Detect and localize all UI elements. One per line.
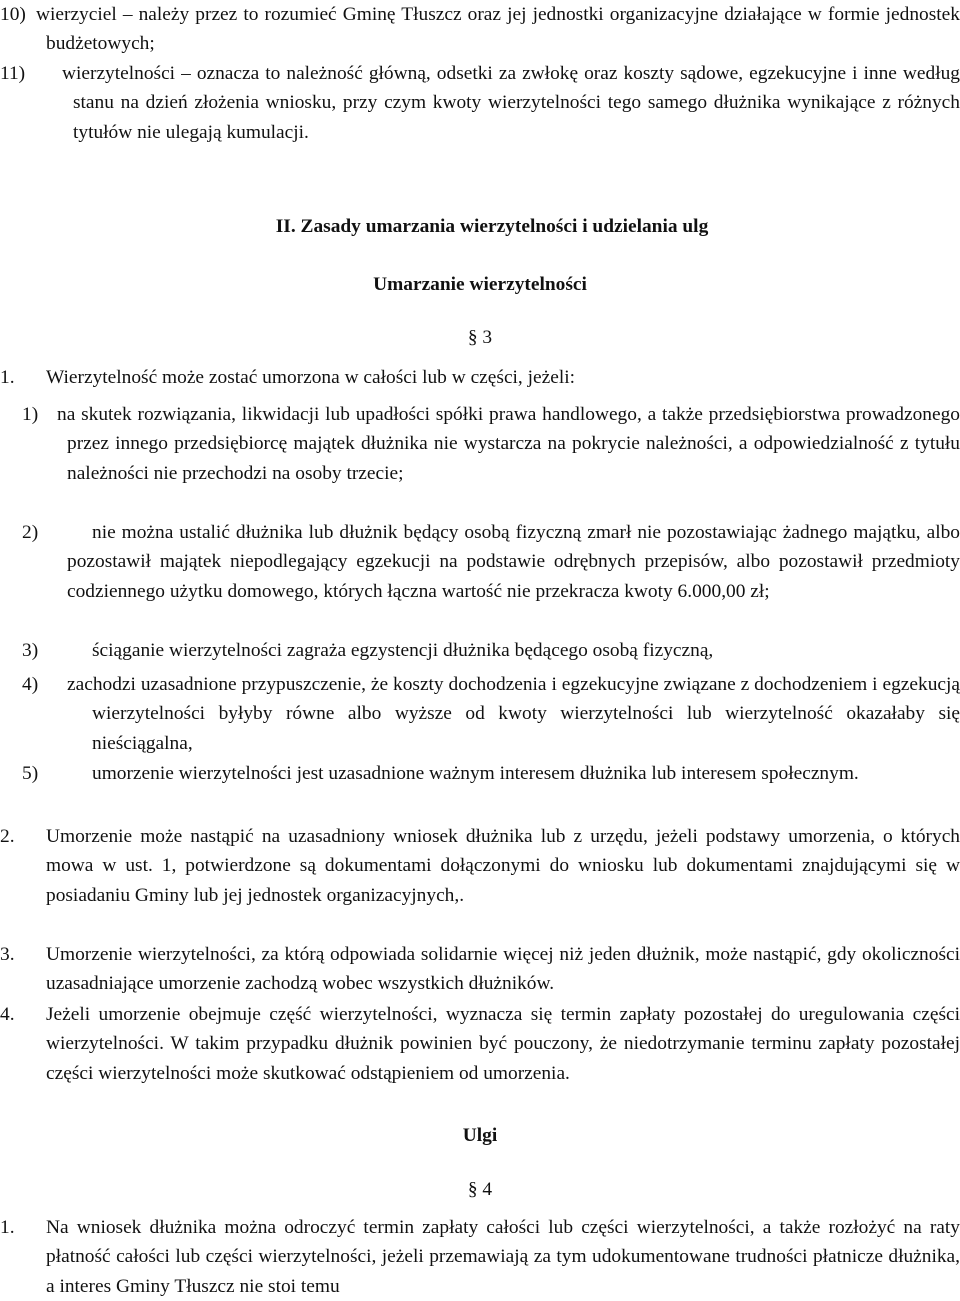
point-3-text: Umorzenie wierzytelności, za którą odpowiada solidarnie więcej niż jeden dłużnik, może nastąpić, gdy okoliczności uzasadniające umorzenie zachodzą wobec wszystkich dłużników. <box>46 944 960 995</box>
point-number-1: 1. <box>0 367 15 388</box>
point-number-3: 3. <box>0 944 15 965</box>
list-item-number-3: 3) <box>22 640 39 661</box>
list-item-1-text: na skutek rozwiązania, likwidacji lub upadłości spółki prawa handlowego, a także przedsiębiorstwa prowadzonego przez innego przedsiębiorcę majątek dłużnika nie wystarcza na pokrycie należności, a odpowiedzialność z tytułu należności nie przechodzi na osoby trzecie; <box>57 404 960 484</box>
point-2-text: Umorzenie może nastąpić na uzasadniony wniosek dłużnika lub z urzędu, jeżeli podstawy umorzenia, o których mowa w ust. 1, potwierdzone są dokumentami dołączonymi do wniosku lub dokumentami znajdującymi się w posiadaniu Gminy lub jej jednostek organizacyjnych,. <box>46 826 960 906</box>
list-item-number-1: 1) <box>22 404 39 425</box>
point-number-4: 4. <box>0 1004 15 1025</box>
list-item-2-text: nie można ustalić dłużnika lub dłużnik będący osobą fizyczną zmarł nie pozostawiając żadnego majątku, albo pozostawił majątek niepodlegający egzekucji na podstawie odrębnych przepisów, albo pozostawił przedmioty codziennego użytku domowego, których łączna wartość nie przekracza kwoty 6.000,00 zł; <box>67 522 960 602</box>
section-heading-umarzanie: Umarzanie wierzytelności <box>373 274 587 295</box>
point-4-text: Jeżeli umorzenie obejmuje część wierzytelności, wyznacza się termin zapłaty pozostałej do uregulowania części wierzytelności. W takim przypadku dłużnik powinien być pouczony, że niedotrzymanie terminu zapłaty pozostałej części wierzytelności może skutkować odstąpieniem od umorzenia. <box>46 1004 960 1084</box>
ulgi-point-1-text: Na wniosek dłużnika można odroczyć termin zapłaty całości lub części wierzytelności, a także rozłożyć na raty płatność całości lub części wierzytelności, jeżeli przemawiają za tym udokumentowane trudności płatnicze dłużnika, a interes Gminy Tłuszcz nie stoi temu <box>46 1217 960 1297</box>
definition-11-text: wierzytelności – oznacza to należność główną, odsetki za zwłokę oraz koszty sądowe, egzekucyjne i inne według stanu na dzień złożenia wniosku, przy czym kwoty wierzytelności tego samego dłużnika wynikające z różnych tytułów nie ulegają kumulacji. <box>62 63 960 143</box>
definition-number-11: 11) <box>0 63 26 84</box>
section-heading-ulgi: Ulgi <box>462 1125 498 1146</box>
definition-10-text: wierzyciel – należy przez to rozumieć Gminę Tłuszcz oraz jej jednostki organizacyjne działające w formie jednostek budżetowych; <box>36 4 960 55</box>
paragraph-mark-3: § 3 <box>467 327 493 348</box>
point-1-text: Wierzytelność może zostać umorzona w całości lub w części, jeżeli: <box>46 367 576 388</box>
list-item-4-text: zachodzi uzasadnione przypuszczenie, że koszty dochodzenia i egzekucyjne związane z dochodzeniem i egzekucją wierzytelności byłyby równe albo wyższe od kwoty wierzytelności lub wierzytelność okazałaby się nieściągalna, <box>67 674 960 754</box>
ulgi-point-number-1: 1. <box>0 1217 15 1238</box>
list-item-3-text: ściąganie wierzytelności zagraża egzystencji dłużnika będącego osobą fizyczną, <box>92 640 714 661</box>
list-item-5-text: umorzenie wierzytelności jest uzasadnione ważnym interesem dłużnika lub interesem społecznym. <box>92 763 859 784</box>
definition-number-10: 10) <box>0 4 26 25</box>
list-item-number-2: 2) <box>22 522 39 543</box>
point-number-2: 2. <box>0 826 15 847</box>
paragraph-mark-4: § 4 <box>467 1179 493 1200</box>
list-item-number-4: 4) <box>22 674 39 695</box>
list-item-number-5: 5) <box>22 763 39 784</box>
chapter-heading: II. Zasady umarzania wierzytelności i udzielania ulg <box>275 216 709 237</box>
